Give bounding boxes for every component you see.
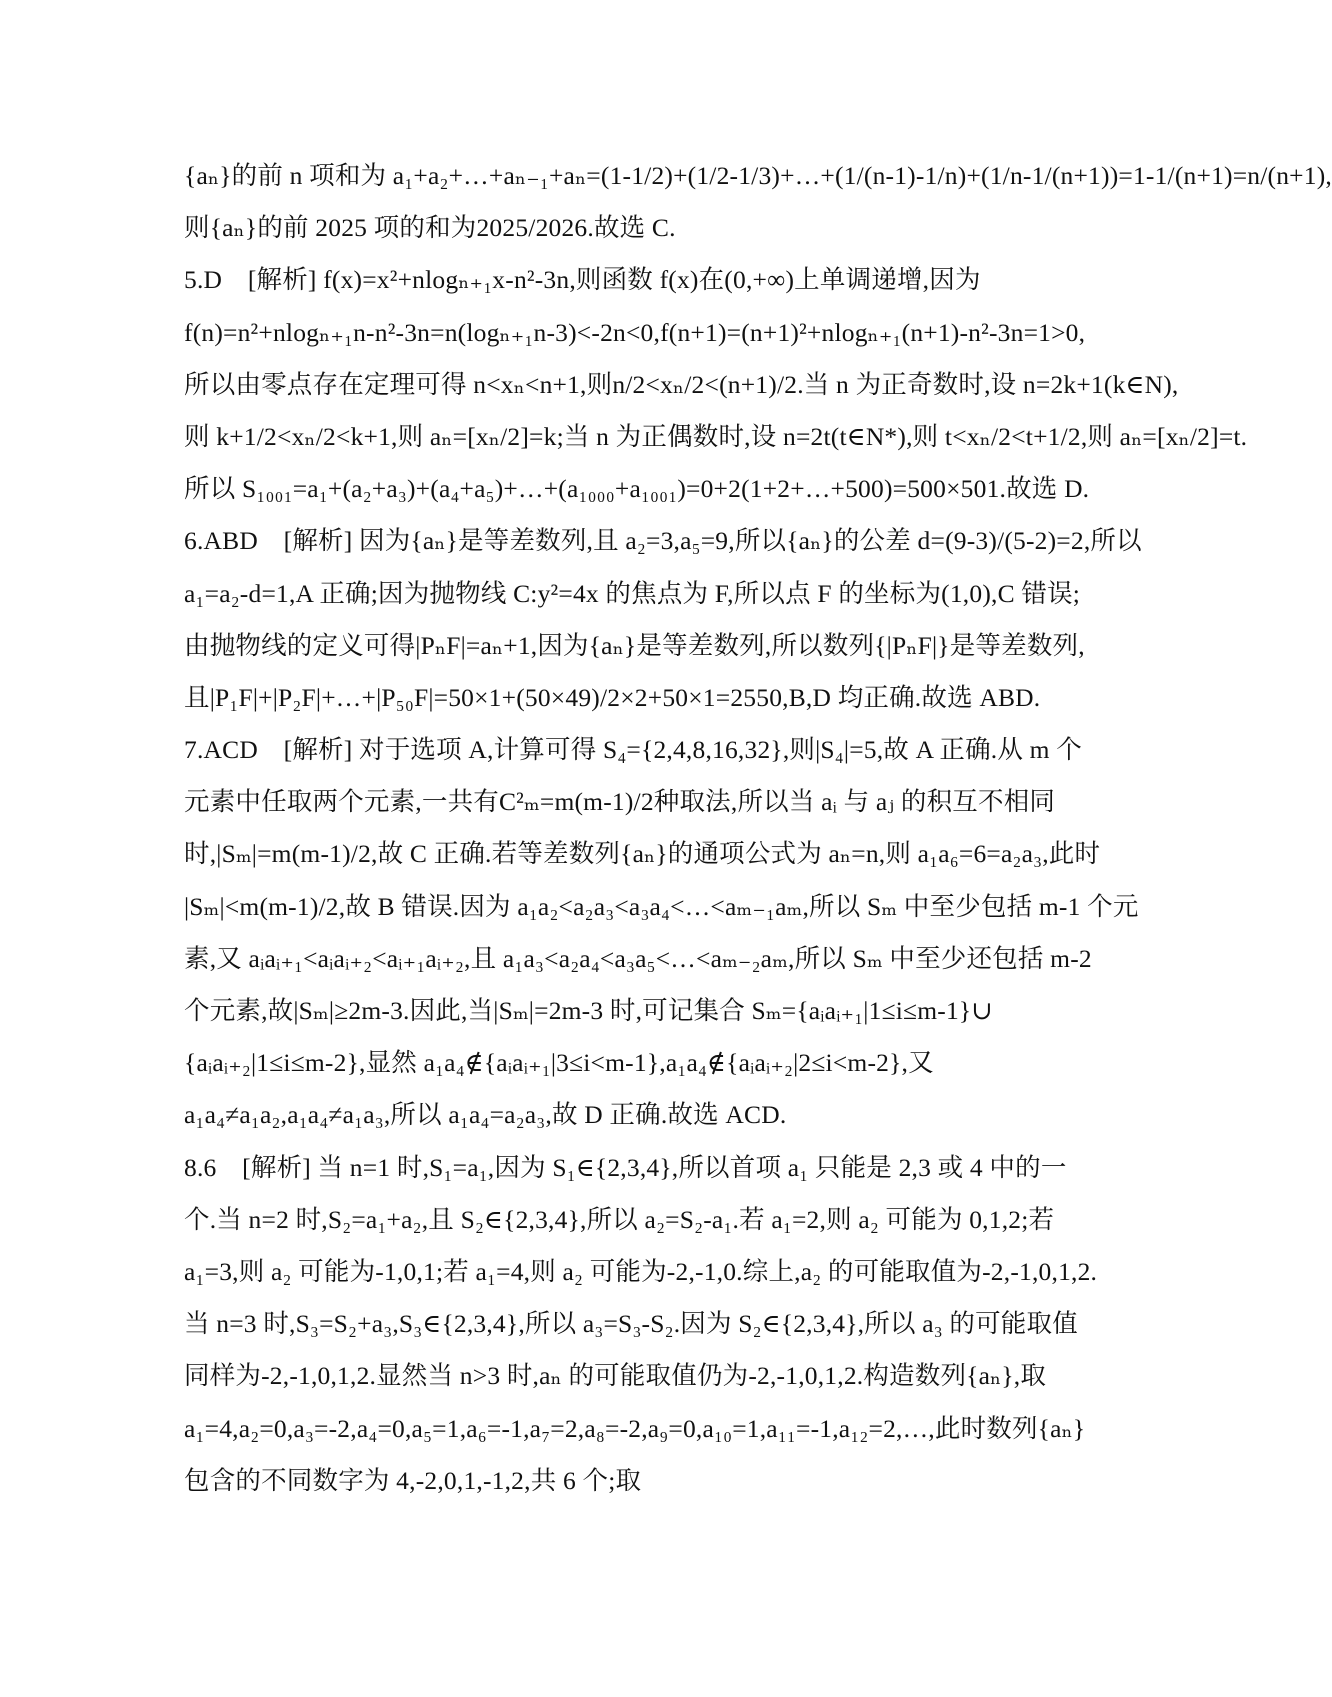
text-line: 同样为-2,-1,0,1,2.显然当 n>3 时,aₙ 的可能取值仍为-2,-1,0,1,2.构造数列{aₙ},取 <box>184 1361 1047 1391</box>
text-line: a₁a₄≠a₁a₂,a₁a₄≠a₁a₃,所以 a₁a₄=a₂a₃,故 D 正确.故选 ACD. <box>184 1100 787 1130</box>
text-line: |Sₘ|<m(m-1)/2,故 B 错误.因为 a₁a₂<a₂a₃<a₃a₄<…<aₘ₋₁aₘ,所以 Sₘ 中至少包括 m-1 个元 <box>184 891 1139 921</box>
text-line: 个.当 n=2 时,S₂=a₁+a₂,且 S₂∈{2,3,4},所以 a₂=S₂-a₁.若 a₁=2,则 a₂ 可能为 0,1,2;若 <box>184 1204 1055 1234</box>
text-line: 由抛物线的定义可得|PₙF|=aₙ+1,因为{aₙ}是等差数列,所以数列{|PₙF|}是等差数列, <box>184 630 1085 660</box>
text-line: 素,又 aᵢaᵢ₊₁<aᵢaᵢ₊₂<aᵢ₊₁aᵢ₊₂,且 a₁a₃<a₂a₄<a₃a₅<…<aₘ₋₂aₘ,所以 Sₘ 中至少还包括 m-2 <box>184 943 1092 973</box>
text-line: 所以由零点存在定理可得 n<xₙ<n+1,则n/2<xₙ/2<(n+1)/2.当 n 为正奇数时,设 n=2k+1(k∈N), <box>184 369 1179 399</box>
text-line: 当 n=3 时,S₃=S₂+a₃,S₃∈{2,3,4},所以 a₃=S₃-S₂.因为 S₂∈{2,3,4},所以 a₃ 的可能取值 <box>184 1309 1078 1339</box>
text-line: {aᵢaᵢ₊₂|1≤i≤m-2},显然 a₁a₄∉{aᵢaᵢ₊₁|3≤i<m-1},a₁a₄∉{aᵢaᵢ₊₂|2≤i<m-2},又 <box>184 1048 934 1078</box>
text-line: 5.D [解析] f(x)=x²+nlogₙ₊₁x-n²-3n,则函数 f(x)在(0,+∞)上单调递增,因为 <box>184 265 981 295</box>
text-line: 且|P₁F|+|P₂F|+…+|P₅₀F|=50×1+(50×49)/2×2+50×1=2550,B,D 均正确.故选 ABD. <box>184 682 1041 712</box>
text-line: 所以 S₁₀₀₁=a₁+(a₂+a₃)+(a₄+a₅)+…+(a₁₀₀₀+a₁₀₀₁)=0+2(1+2+…+500)=500×501.故选 D. <box>184 474 1090 504</box>
text-line: 6.ABD [解析] 因为{aₙ}是等差数列,且 a₂=3,a₅=9,所以{aₙ}的公差 d=(9-3)/(5-2)=2,所以 <box>184 526 1142 556</box>
text-line: a₁=3,则 a₂ 可能为-1,0,1;若 a₁=4,则 a₂ 可能为-2,-1,0.综上,a₂ 的可能取值为-2,-1,0,1,2. <box>184 1256 1098 1286</box>
text-line: 8.6 [解析] 当 n=1 时,S₁=a₁,因为 S₁∈{2,3,4},所以首项 a₁ 只能是 2,3 或 4 中的一 <box>184 1152 1067 1182</box>
text-line: 则 k+1/2<xₙ/2<k+1,则 aₙ=[xₙ/2]=k;当 n 为正偶数时,设 n=2t(t∈N*),则 t<xₙ/2<t+1/2,则 aₙ=[xₙ/2]=t. <box>184 421 1248 451</box>
text-line: 时,|Sₘ|=m(m-1)/2,故 C 正确.若等差数列{aₙ}的通项公式为 aₙ=n,则 a₁a₆=6=a₂a₃,此时 <box>184 839 1101 869</box>
text-line: 元素中任取两个元素,一共有C²ₘ=m(m-1)/2种取法,所以当 aᵢ 与 aⱼ 的积互不相同 <box>184 787 1056 817</box>
text-line: 包含的不同数字为 4,-2,0,1,-1,2,共 6 个;取 <box>184 1465 642 1495</box>
text-line: 则{aₙ}的前 2025 项的和为2025/2026.故选 C. <box>184 213 676 243</box>
text-line: {aₙ}的前 n 项和为 a₁+a₂+…+aₙ₋₁+aₙ=(1-1/2)+(1/2-1/3)+…+(1/(n-1)-1/n)+(1/n-1/(n+1))=1-1/(n+1)=n/(n+1), <box>184 161 1332 190</box>
text-line: 个元素,故|Sₘ|≥2m-3.因此,当|Sₘ|=2m-3 时,可记集合 Sₘ={aᵢaᵢ₊₁|1≤i≤m-1}∪ <box>184 996 993 1025</box>
text-line: f(n)=n²+nlogₙ₊₁n-n²-3n=n(logₙ₊₁n-3)<-2n<0,f(n+1)=(n+1)²+nlogₙ₊₁(n+1)-n²-3n=1>0, <box>184 317 1086 347</box>
text-line: 7.ACD [解析] 对于选项 A,计算可得 S₄={2,4,8,16,32},则|S₄|=5,故 A 正确.从 m 个 <box>184 735 1082 765</box>
text-line: a₁=a₂-d=1,A 正确;因为抛物线 C:y²=4x 的焦点为 F,所以点 F 的坐标为(1,0),C 错误; <box>184 578 1081 608</box>
text-line: a₁=4,a₂=0,a₃=-2,a₄=0,a₅=1,a₆=-1,a₇=2,a₈=-2,a₉=0,a₁₀=1,a₁₁=-1,a₁₂=2,…,此时数列{aₙ} <box>184 1413 1086 1443</box>
document-body <box>184 150 1332 1507</box>
